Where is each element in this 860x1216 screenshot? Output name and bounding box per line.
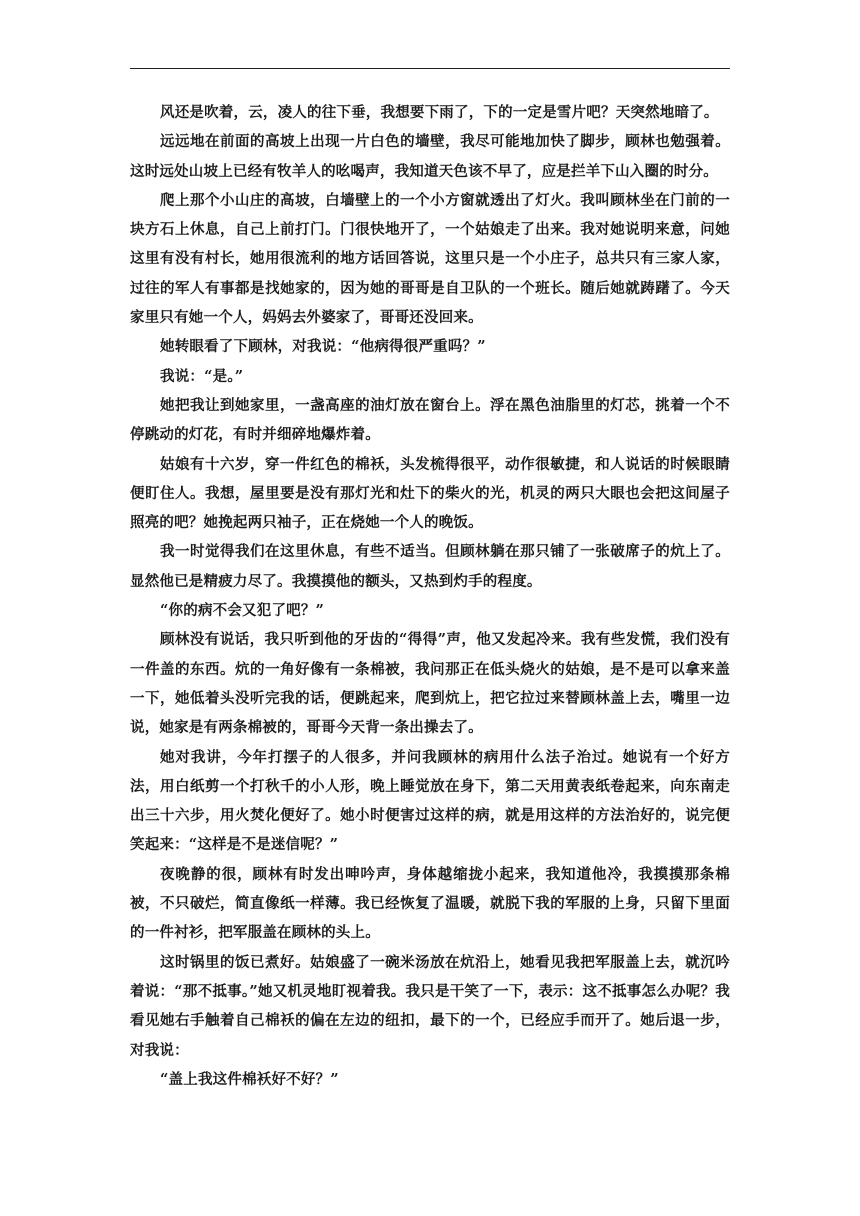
paragraph: 她转眼看了下顾林，对我说：“他病得很严重吗？” (160, 338, 486, 356)
paragraph: 远远地在前面的高坡上出现一片白色的墙壁，我尽可能地加快了脚步，顾林也勉强着。这时远处山坡上已经有牧羊人的吆喝声，我知道天色该不早了，应是拦羊下山入圈的时分。 (130, 133, 730, 180)
paragraph: 风还是吹着，云，凌人的往下垂，我想要下雨了，下的一定是雪片吧？天突然地暗了。 (160, 104, 719, 121)
paragraph: “你的病不会又犯了吧？” (160, 602, 325, 620)
paragraph: 夜晚静的很，顾林有时发出呻吟声，身体越缩拢小起来，我知道他冷，我摸摸那条棉被，不只破烂，简直像纸一样薄。我已经恢复了温暖，就脱下我的军服的上身，只留下里面的一件衬衫，把军服盖在顾林的头上。 (130, 865, 730, 942)
paragraph: 姑娘有十六岁，穿一件红色的棉袄，头发梳得很平，动作很敏捷，和人说话的时候眼睛便盯住人。我想，屋里要是没有那灯光和灶下的柴火的光，机灵的两只大眼也会把这间屋子照亮的吧？她挽起两只袖子，正在烧她一个人的晚饭。 (130, 455, 730, 532)
paragraph: 这时锅里的饭已煮好。姑娘盛了一碗米汤放在炕沿上，她看见我把军服盖上去，就沉吟着说：“那不抵事。”她又机灵地盯视着我。我只是干笑了一下，表示：这不抵事怎么办呢？我看见她右手触着自己棉袄的偏在左边的纽扣，最下的一个，已经应手而开了。她后退一步，对我说： (130, 953, 730, 1059)
paragraph: 我一时觉得我们在这里休息，有些不适当。但顾林躺在那只铺了一张破席子的炕上了。显然他已是精疲力尽了。我摸摸他的额头，又热到灼手的程度。 (130, 543, 730, 590)
paragraph: 爬上那个小山庄的高坡，白墙壁上的一个小方窗就透出了灯火。我叫顾林坐在门前的一块方石上休息，自己上前打门。门很快地开了，一个姑娘走了出来。我对她说明来意，问她这里有没有村长，她用很流利的地方话回答说，这里只是一个小庄子，总共只有三家人家，过往的军人有事都是找她家的，因为她的哥哥是自卫队的一个班长。随后她就踌躇了。今天家里只有她一个人，妈妈去外婆家了，哥哥还没回来。 (130, 191, 730, 327)
paragraph: 我说：“是。” (160, 367, 244, 385)
paragraph: 她对我讲，今年打摆子的人很多，并问我顾林的病用什么法子治过。她说有一个好方法，用白纸剪一个打秋千的小人形，晚上睡觉放在身下，第二天用黄表纸卷起来，向东南走出三十六步，用火焚化便好了。她小时便害过这样的病，就是用这样的方法治好的，说完便笑起来：“这样是不是迷信呢？” (130, 748, 730, 854)
paragraph: 顾林没有说话，我只听到他的牙齿的“得得”声，他又发起冷来。我有些发慌，我们没有一件盖的东西。炕的一角好像有一条棉被，我问那正在低头烧火的姑娘，是不是可以拿来盖一下，她低着头没听完我的话，便跳起来，爬到炕上，把它拉过来替顾林盖上去，嘴里一边说，她家是有两条棉被的，哥哥今天背一条出操去了。 (130, 631, 730, 737)
paragraph: “盖上我这件棉袄好不好？” (160, 1070, 339, 1088)
document-body (130, 98, 730, 1094)
paragraph: 她把我让到她家里，一盏高座的油灯放在窗台上。浮在黑色油脂里的灯芯，挑着一个不停跳动的灯花，有时并细碎地爆炸着。 (130, 396, 730, 444)
header-rule (130, 68, 730, 69)
